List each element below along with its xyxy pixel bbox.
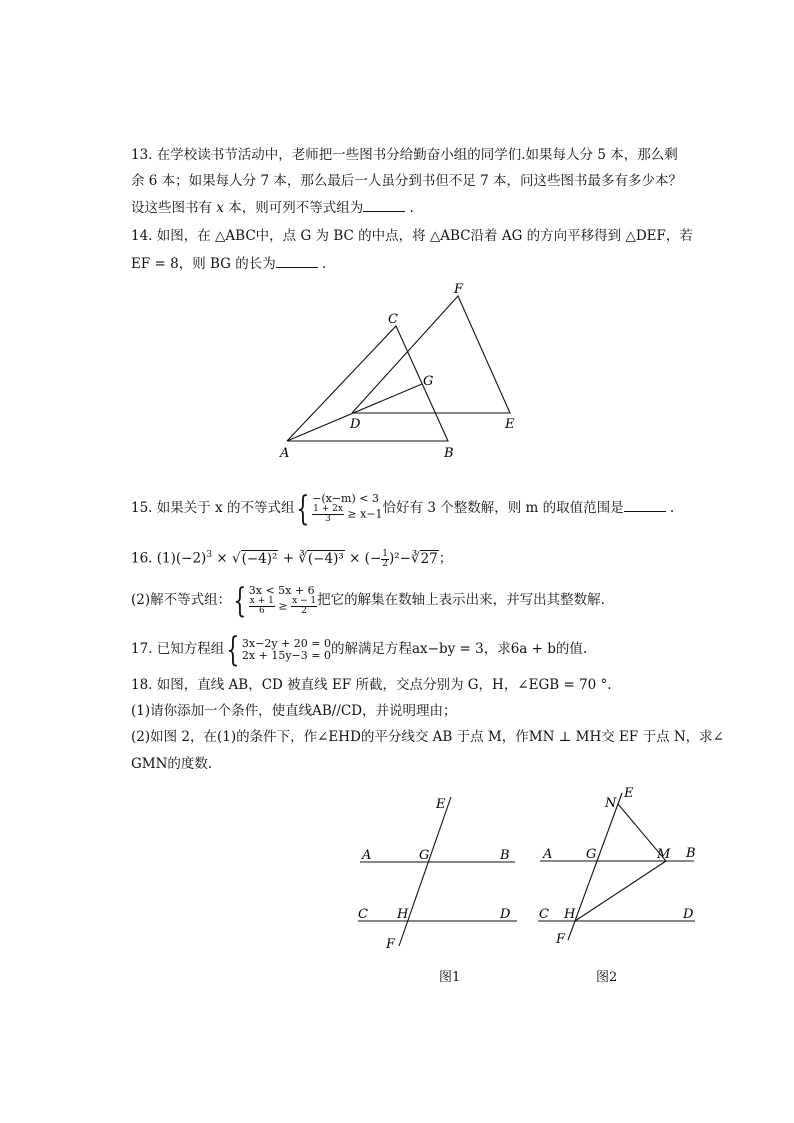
q16-part1 <box>131 545 452 569</box>
q14-line1: 14. 如图，在 △ABC中，点 G 为 BC 的中点，将 △ABC沿着 AG 的方向平移得到 △DEF，若 <box>131 228 693 244</box>
q15-brace: { <box>296 488 310 529</box>
q16-radicand2: (−4)³ <box>307 550 344 567</box>
line-ef <box>399 797 451 946</box>
line-ef <box>568 793 622 940</box>
label-g: G <box>423 374 434 389</box>
fig2-label-c: C <box>539 907 549 922</box>
q14-answer-blank <box>276 253 318 268</box>
fig2-label-h: H <box>564 907 576 922</box>
fig1-label-h: H <box>397 907 409 922</box>
q14-line2 <box>131 253 326 274</box>
q16-p1-exp: 3 <box>206 550 213 560</box>
q16-half <box>381 550 389 569</box>
q16-frac2-num: x − 1 <box>292 596 317 606</box>
fig2-label-b: B <box>686 846 696 861</box>
fig1-label-e: E <box>436 797 446 812</box>
q16-ge: ≥ <box>274 599 292 613</box>
fig1-label-d: D <box>500 907 511 922</box>
q16-radicand3: 27 <box>420 550 438 567</box>
q17-system <box>242 638 331 662</box>
q18-line1: 18. 如图，直线 AB，CD 被直线 EF 所截，交点分别为 G，H，∠EGB = 70 °. <box>131 677 612 693</box>
label-d: D <box>350 417 361 432</box>
q14-line2-text: EF = 8，则 BG 的长为 <box>131 256 276 272</box>
fig1-label-g: G <box>419 848 430 863</box>
fig1-label-c: C <box>358 907 368 922</box>
q16-row1: 3x < 5x + 6 <box>248 584 315 597</box>
label-b: B <box>444 446 454 461</box>
fig2-label-d: D <box>683 907 694 922</box>
q18-figure2 <box>532 782 704 952</box>
q16-p1-e: )²−∛ <box>389 550 420 567</box>
fig1-label-a: A <box>362 848 372 863</box>
q16-p1-a: 16. (1)(−2) <box>131 550 207 567</box>
q16-frac1-num: x + 1 <box>249 596 274 606</box>
q18-figure1 <box>350 790 530 955</box>
fig2-label-g: G <box>586 847 597 862</box>
q16-frac2-den: 2 <box>301 606 307 616</box>
q15-prefix: 15. 如果关于 x 的不等式组 <box>131 500 295 516</box>
q17-suffix: 的解满足方程ax−by = 3，求6a + b的值. <box>330 641 588 657</box>
q16-p1-c: + ∛ <box>278 550 307 567</box>
q13-variable: x <box>216 200 224 216</box>
segment-hm <box>575 861 666 921</box>
q16-frac2 <box>291 597 317 616</box>
q15-answer-blank <box>624 497 666 512</box>
q17-line <box>131 629 588 670</box>
q16-frac1 <box>249 597 275 616</box>
label-a: A <box>280 446 290 461</box>
fig2-caption: 图2 <box>596 970 618 985</box>
q14-line2-end: . <box>317 256 327 272</box>
q18-line2: (1)请你添加一个条件，使直线AB//CD，并说明理由； <box>131 703 457 719</box>
triangle-def <box>352 296 510 413</box>
q17-prefix: 17. 已知方程组 <box>131 641 225 657</box>
q17-brace: { <box>226 629 240 670</box>
q16-p2-suffix: 把它的解集在数轴上表示出来，并写出其整数解. <box>317 592 605 608</box>
q17-row1: 3x−2y + 20 = 0 <box>241 636 331 650</box>
q16-half-num: 1 <box>382 548 388 559</box>
q13-line2: 余 6 本；如果每人分 7 本，那么最后一人虽分到书但不足 7 本，问这些图书最多有多少本？ <box>131 173 683 189</box>
fig2-label-a: A <box>543 847 553 862</box>
fig2-label-f: F <box>556 932 566 947</box>
q15-system <box>312 493 382 524</box>
q18-line4: GMN的度数. <box>131 756 213 772</box>
q13-line3-text: 设这些图书有 <box>131 200 217 216</box>
fig1-label-b: B <box>500 848 510 863</box>
q18-line3: (2)如图 2，在(1)的条件下，作∠EHD的平分线交 AB 于点 M，作MN ⊥ MH交 EF 于点 N，求∠ <box>131 729 724 745</box>
q16-part2 <box>131 580 605 621</box>
q13-line1: 13. 在学校读书节活动中，老师把一些图书分给勤奋小组的同学们.如果每人分 5 本，那么剩 <box>131 147 678 163</box>
fig2-label-n: N <box>605 796 617 811</box>
label-f: F <box>454 282 464 297</box>
q16-radicand1: (−4)² <box>241 550 278 567</box>
label-c: C <box>388 312 398 327</box>
q15-row1: −(x−m) < 3 <box>312 492 379 505</box>
q13-answer-blank <box>363 197 405 212</box>
q17-row2: 2x + 15y−3 = 0 <box>241 648 331 662</box>
fig1-caption: 图1 <box>439 970 461 985</box>
q15-frac-den: 3 <box>325 514 331 524</box>
q16-frac1-den: 6 <box>258 606 265 616</box>
q15-frac-num: 1 + 2x <box>313 504 343 514</box>
q15-row2-rest: ≥ x−1 <box>343 507 383 521</box>
q13-line3-text2: 本，则可列不等式组为 <box>223 200 364 216</box>
q16-p1-d: × (− <box>344 550 382 567</box>
q16-p1-b: × √ <box>212 550 241 567</box>
q13-line3-end: . <box>405 200 414 216</box>
q16-p1-f: ； <box>438 550 453 567</box>
label-e: E <box>505 417 515 432</box>
fig2-label-m: M <box>657 847 671 862</box>
q14-figure <box>270 278 530 464</box>
q16-half-den: 2 <box>382 558 388 569</box>
q16-brace: { <box>233 580 247 621</box>
q15-end: . <box>665 500 675 516</box>
fig1-label-f: F <box>386 937 396 952</box>
fig2-label-e: E <box>624 786 634 801</box>
q16-system <box>249 585 317 616</box>
q13-line3 <box>131 197 414 218</box>
q15-fraction <box>312 505 344 524</box>
q15-line <box>131 488 675 529</box>
q16-p2-prefix: (2)解不等式组： <box>131 592 232 608</box>
q15-suffix: 恰好有 3 个整数解，则 m 的取值范围是 <box>382 500 624 516</box>
